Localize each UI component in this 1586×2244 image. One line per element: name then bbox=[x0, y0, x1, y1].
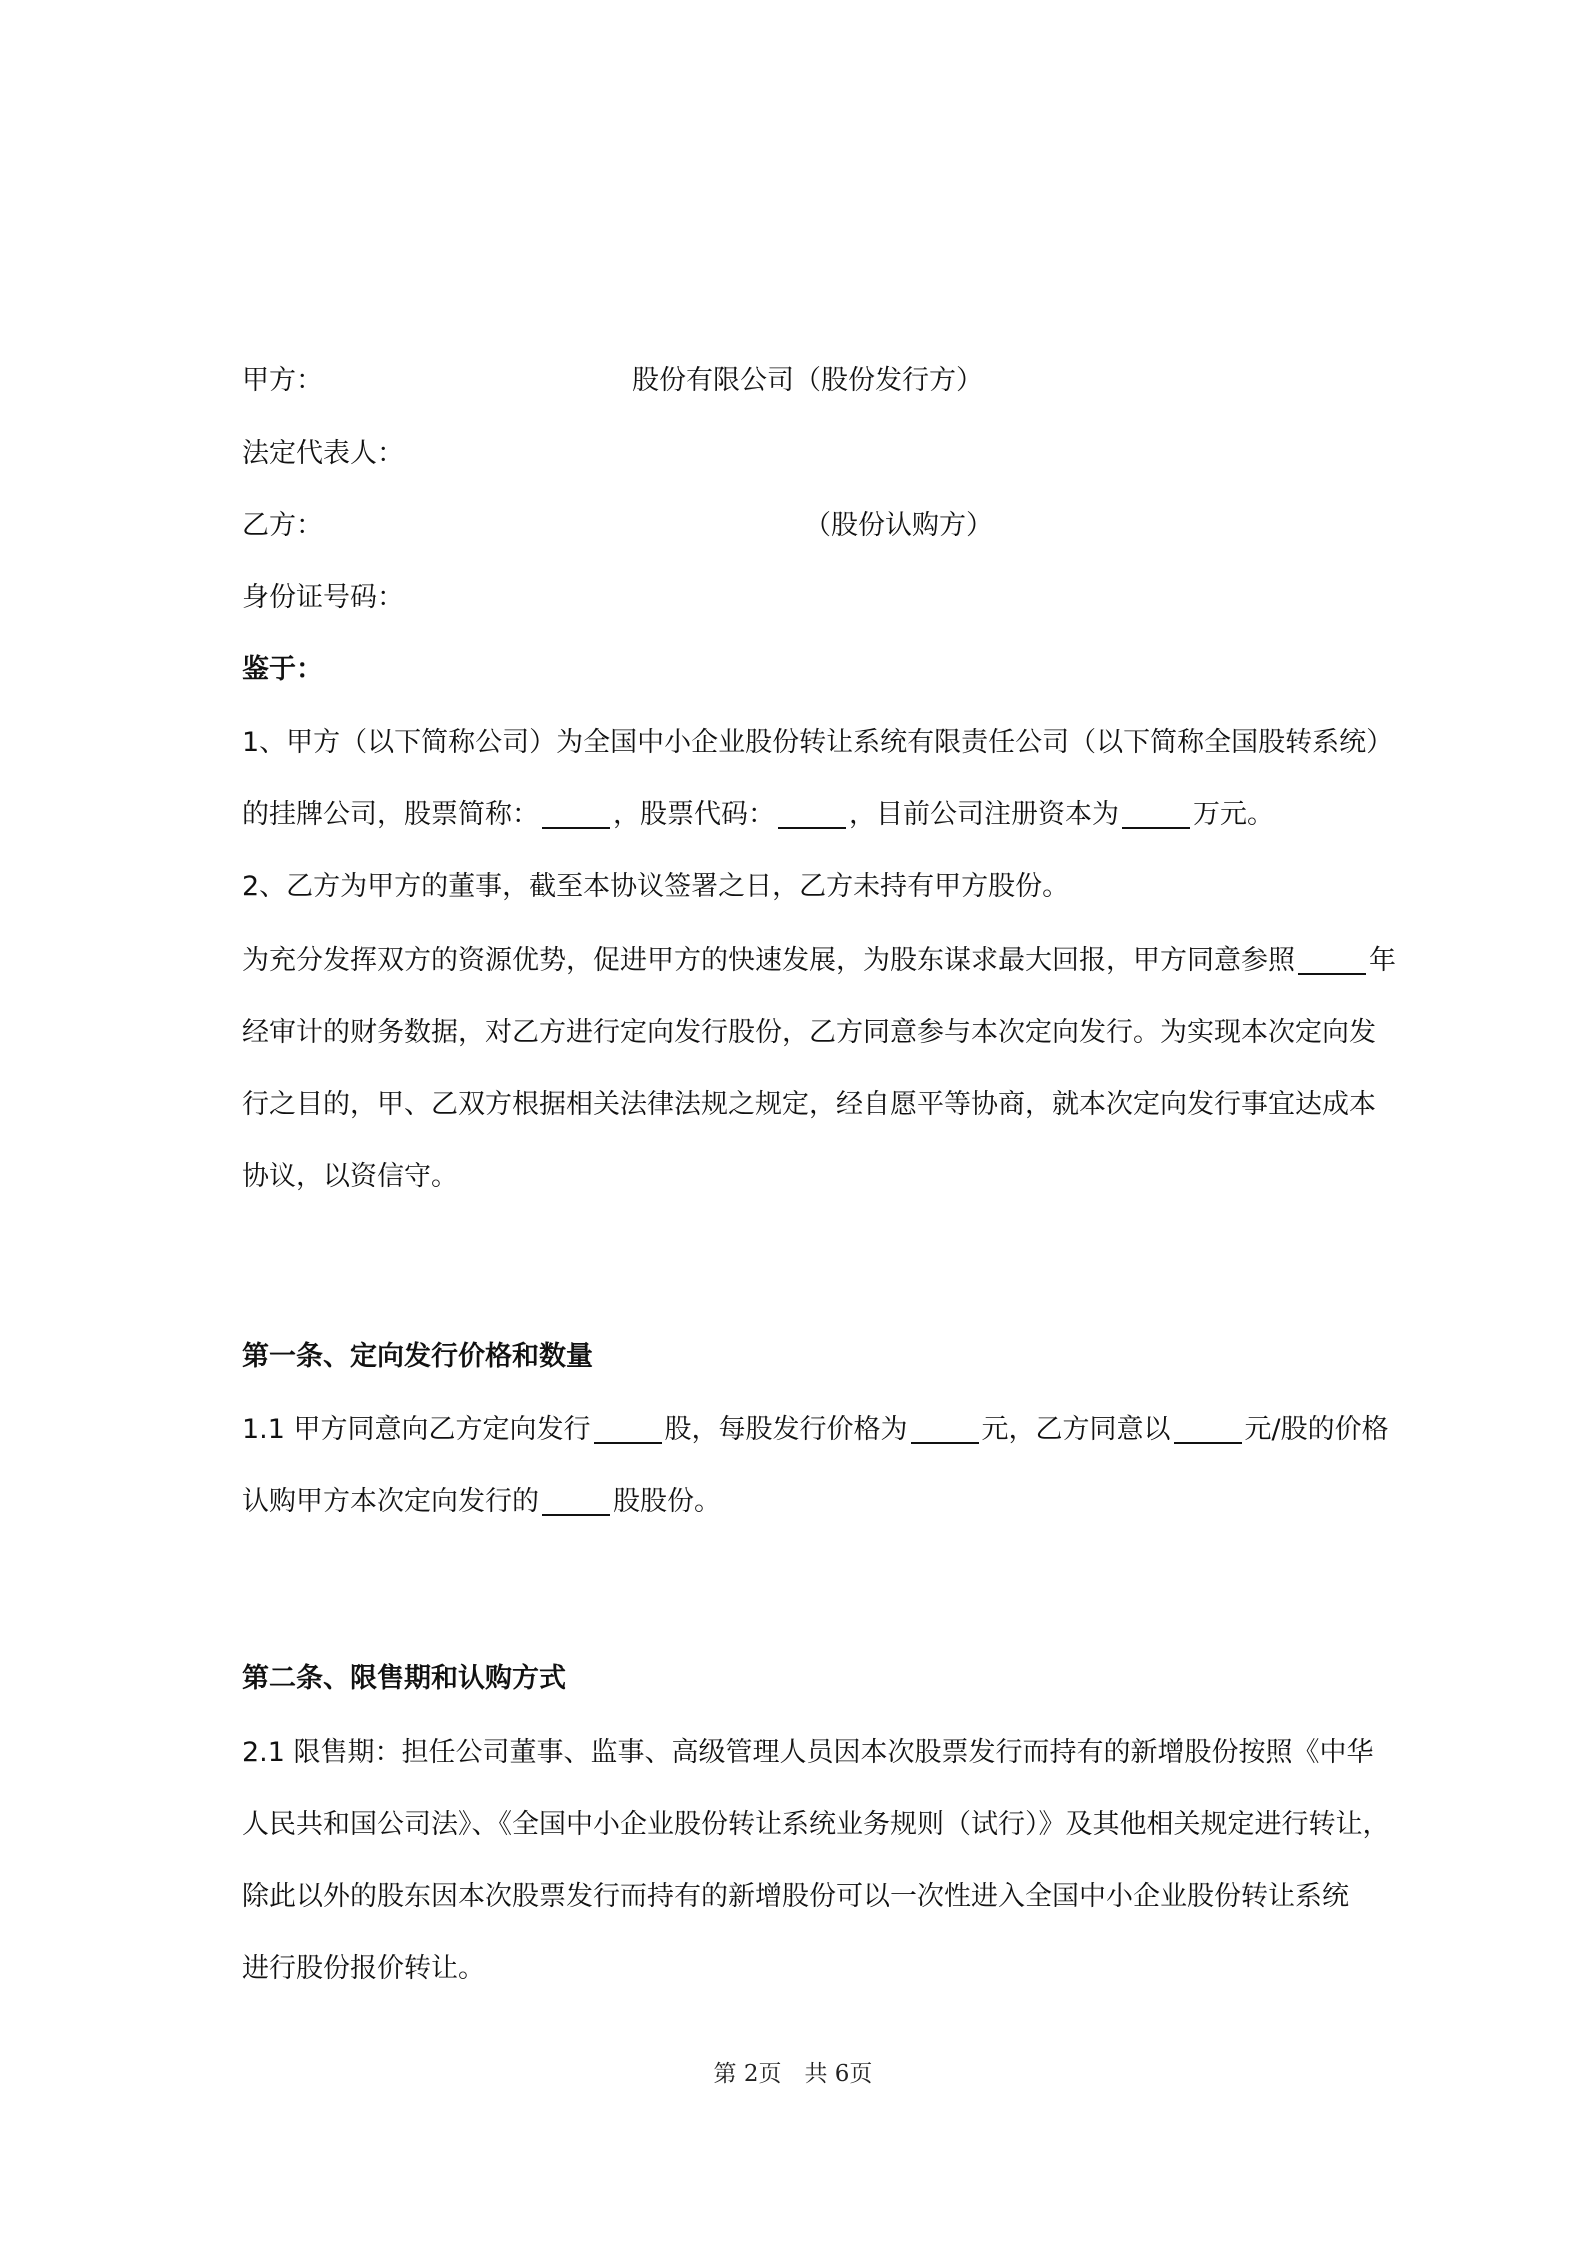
party-a-name-suffix: 股份有限公司（股份发行方） bbox=[632, 365, 983, 396]
party-a-line bbox=[242, 365, 983, 396]
recital-1-text-d: 万元。 bbox=[1193, 799, 1274, 830]
preamble-text-a: 为充分发挥双方的资源优势，促进甲方的快速发展，为股东谋求最大回报，甲方同意参照 bbox=[242, 945, 1295, 976]
article-2-line-2: 人民共和国公司法》、《全国中小企业股份转让系统业务规则（试行）》及其他相关规定进行转让， bbox=[242, 1809, 1390, 1840]
price-blank bbox=[911, 1414, 979, 1444]
subscribe-shares-blank bbox=[542, 1486, 610, 1516]
recital-1-text-c: ，目前公司注册资本为 bbox=[849, 799, 1119, 830]
page-number-footer: 第 2页 共 6页 bbox=[713, 2061, 873, 2087]
subscribe-price-blank bbox=[1174, 1414, 1242, 1444]
recital-1-line-2 bbox=[242, 779, 1352, 851]
party-a-label: 甲方： bbox=[242, 365, 323, 396]
article-1-text-d: 元/股的价格 bbox=[1244, 1414, 1389, 1445]
preamble-line-3: 行之目的，甲、乙双方根据相关法律法规之规定，经自愿平等协商，就本次定向发行事宜达成本 bbox=[242, 1089, 1376, 1120]
preamble-line-2: 经审计的财务数据，对乙方进行定向发行股份，乙方同意参与本次定向发行。为实现本次定向发 bbox=[242, 1017, 1376, 1048]
whereas-heading bbox=[242, 656, 323, 683]
audit-year-blank bbox=[1298, 945, 1366, 975]
article-2-line-1: 2.1 限售期：担任公司董事、监事、高级管理人员因本次股票发行而持有的新增股份按照《中华 bbox=[242, 1737, 1374, 1768]
party-b-role: （股份认购方） bbox=[804, 510, 993, 541]
article-1-text-f: 股股份。 bbox=[613, 1486, 721, 1517]
preamble-line-1 bbox=[242, 925, 1396, 997]
article-1-title: 第一条、定向发行价格和数量 bbox=[242, 1341, 593, 1372]
recital-1-line-1: 1、甲方（以下简称公司）为全国中小企业股份转让系统有限责任公司（以下简称全国股转系统） bbox=[242, 727, 1394, 758]
preamble-line-4: 协议，以资信守。 bbox=[242, 1161, 458, 1192]
party-b-line bbox=[242, 510, 993, 541]
party-b-label: 乙方： bbox=[242, 510, 323, 541]
whereas-label: 鉴于： bbox=[242, 654, 323, 685]
recital-2: 2、乙方为甲方的董事，截至本协议签署之日，乙方未持有甲方股份。 bbox=[242, 871, 1070, 902]
article-1-text-c: 元，乙方同意以 bbox=[981, 1414, 1171, 1445]
id-number-line bbox=[242, 584, 404, 611]
capital-blank bbox=[1122, 799, 1190, 829]
recital-1-text-a: 的挂牌公司，股票简称： bbox=[242, 799, 539, 830]
article-1-line-1 bbox=[242, 1394, 1389, 1466]
recital-1-text-b: ，股票代码： bbox=[613, 799, 775, 830]
id-number-label: 身份证号码： bbox=[242, 582, 404, 613]
article-1-text-a: 1.1 甲方同意向乙方定向发行 bbox=[242, 1414, 591, 1445]
article-2-body bbox=[242, 1717, 1390, 2005]
article-2-line-4: 进行股份报价转让。 bbox=[242, 1953, 485, 1984]
preamble bbox=[242, 925, 1396, 1213]
article-1-text-b: 股，每股发行价格为 bbox=[664, 1414, 908, 1445]
legal-rep-line bbox=[242, 440, 404, 467]
shares-blank bbox=[594, 1414, 662, 1444]
article-1-text-e: 认购甲方本次定向发行的 bbox=[242, 1486, 539, 1517]
stock-abbr-blank bbox=[542, 799, 610, 829]
article-1-body bbox=[242, 1394, 1389, 1538]
article-2-title: 第二条、限售期和认购方式 bbox=[242, 1663, 566, 1694]
recital-1 bbox=[242, 707, 1394, 923]
preamble-text-b: 年 bbox=[1369, 945, 1396, 976]
article-2-line-3: 除此以外的股东因本次股票发行而持有的新增股份可以一次性进入全国中小企业股份转让系统 bbox=[242, 1881, 1349, 1912]
stock-code-blank bbox=[778, 799, 846, 829]
article-1-line-2 bbox=[242, 1466, 1352, 1538]
legal-rep-label: 法定代表人： bbox=[242, 438, 404, 469]
